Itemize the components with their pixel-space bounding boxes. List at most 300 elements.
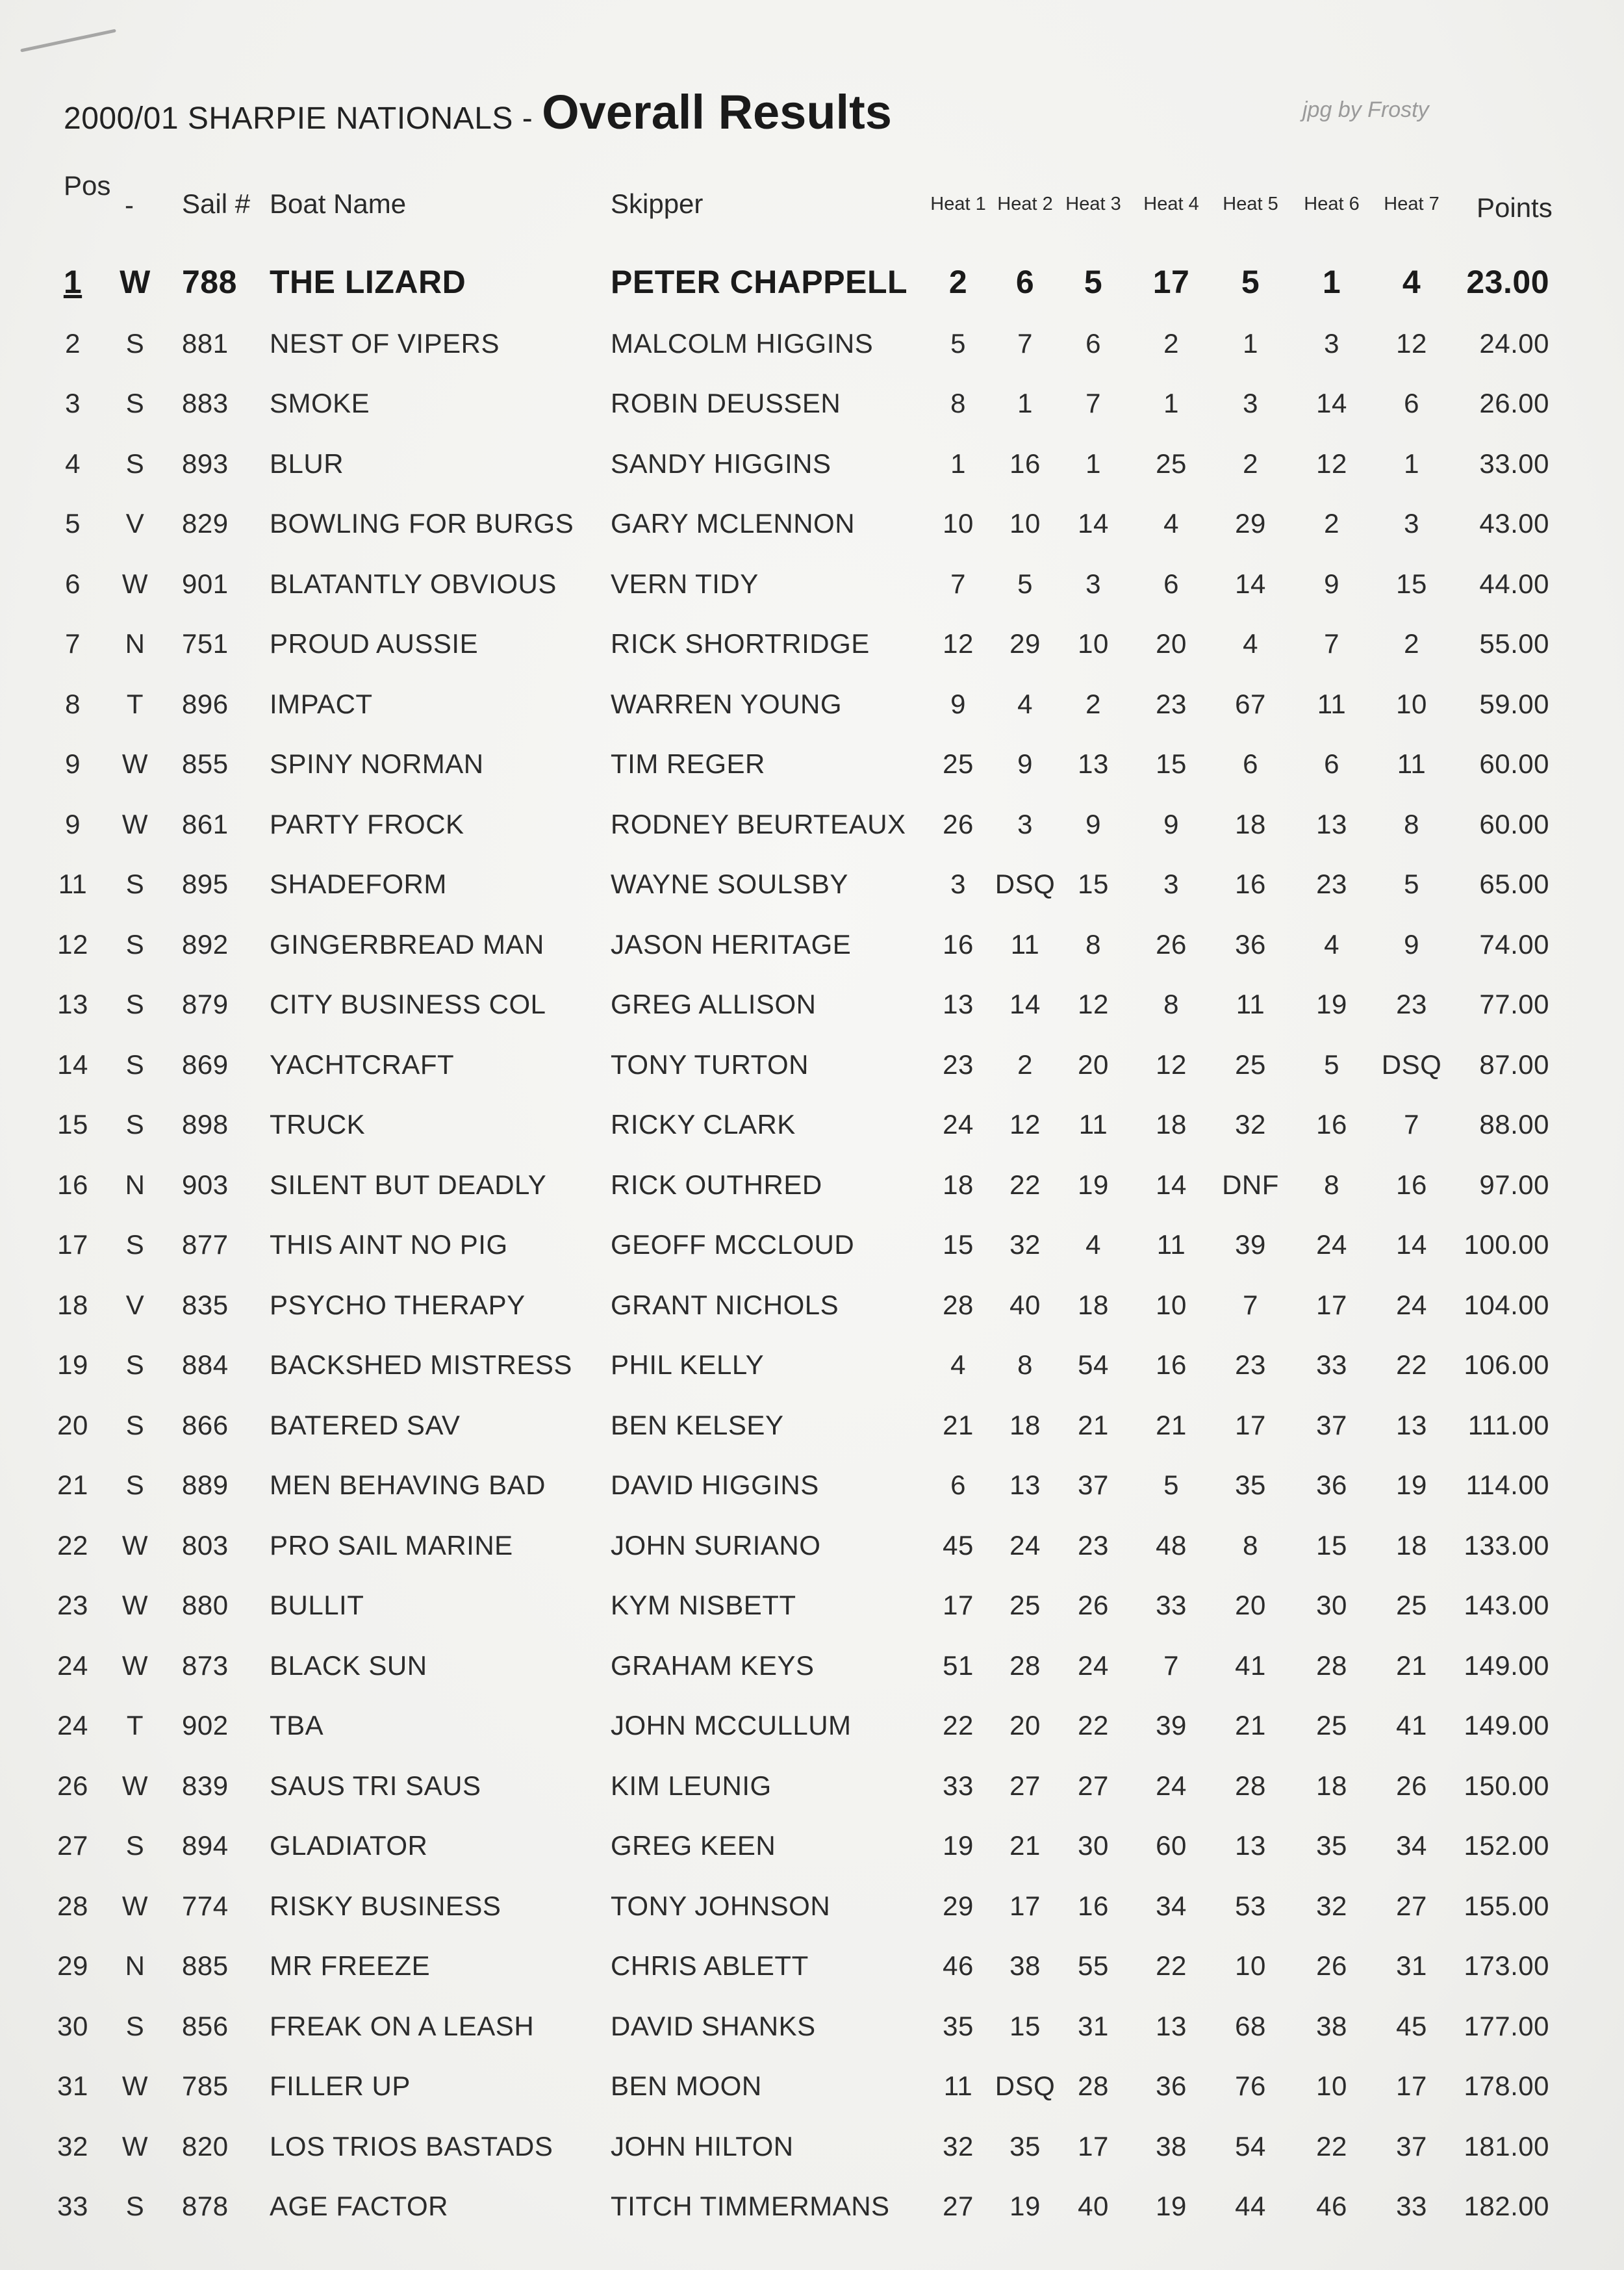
cell-heat-3: 21 [1078,1410,1109,1440]
cell-sail: 903 [182,1169,229,1200]
col-header-heat-5: Heat 5 [1223,194,1278,214]
cell-heat-4: 23 [1156,689,1187,719]
cell-skipper: CHRIS ABLETT [611,1950,809,1981]
cell-heat-1: 46 [943,1950,974,1981]
cell-heat-5: 5 [1241,264,1260,300]
cell-points: 114.00 [1465,1470,1549,1500]
cell-heat-2: 14 [1009,989,1041,1019]
cell-heat-6: 8 [1324,1169,1339,1200]
cell-heat-2: DSQ [995,869,1056,899]
cell-heat-7: 8 [1404,809,1419,839]
cell-heat-1: 35 [943,2011,974,2041]
cell-heat-3: 19 [1078,1169,1109,1200]
cell-sail: 892 [182,929,229,960]
cell-pos: 17 [57,1229,88,1260]
cell-points: 111.00 [1467,1410,1549,1440]
cell-heat-4: 1 [1163,388,1179,418]
cell-boat-name: FREAK ON A LEASH [270,2011,535,2041]
cell-class: S [125,869,145,899]
cell-heat-1: 25 [943,748,974,779]
cell-sail: 820 [182,2131,229,2162]
cell-boat-name: SHADEFORM [270,869,447,899]
cell-heat-7: 22 [1396,1349,1427,1380]
cell-heat-4: 15 [1156,748,1187,779]
cell-skipper: RICK SHORTRIDGE [611,628,870,659]
cell-heat-6: 3 [1324,328,1339,359]
cell-heat-1: 15 [943,1229,974,1260]
cell-heat-2: 7 [1017,328,1033,359]
cell-heat-1: 17 [943,1590,974,1620]
cell-boat-name: SAUS TRI SAUS [270,1770,481,1801]
col-header-heat-6: Heat 6 [1304,194,1360,214]
cell-sail: 885 [182,1950,229,1981]
cell-heat-3: 17 [1078,2131,1109,2162]
table-row [0,809,1624,861]
cell-sail: 898 [182,1109,229,1140]
cell-heat-5: 23 [1235,1349,1266,1380]
cell-heat-1: 6 [950,1470,966,1500]
table-row [0,1710,1624,1762]
cell-heat-4: 8 [1163,989,1179,1019]
cell-class: W [121,1891,149,1921]
cell-skipper: KIM LEUNIG [611,1770,772,1801]
cell-points: 177.00 [1464,2011,1549,2041]
cell-heat-1: 32 [943,2131,974,2162]
cell-class: N [125,1950,146,1981]
staple-mark [20,29,116,52]
cell-heat-4: 14 [1156,1169,1187,1200]
cell-sail: 883 [182,388,229,418]
cell-heat-5: 25 [1235,1049,1266,1080]
cell-points: 74.00 [1479,929,1549,960]
cell-heat-5: 13 [1235,1830,1266,1861]
cell-heat-2: 38 [1009,1950,1041,1981]
cell-heat-7: 11 [1397,748,1427,779]
cell-heat-7: 25 [1396,1590,1427,1620]
cell-heat-3: 22 [1078,1710,1109,1741]
cell-boat-name: MEN BEHAVING BAD [270,1470,546,1500]
cell-skipper: DAVID HIGGINS [611,1470,819,1500]
cell-heat-1: 10 [943,508,974,539]
cell-points: 59.00 [1479,689,1549,719]
cell-sail: 881 [182,328,229,359]
cell-boat-name: IMPACT [270,689,373,719]
table-row [0,2071,1624,2123]
cell-sail: 774 [182,1891,229,1921]
cell-heat-3: 30 [1078,1830,1109,1861]
cell-heat-4: 17 [1152,264,1190,300]
col-header-pos: Pos [64,170,111,201]
cell-heat-4: 33 [1156,1590,1187,1620]
cell-heat-1: 18 [943,1169,974,1200]
cell-heat-6: 24 [1316,1229,1347,1260]
cell-sail: 869 [182,1049,229,1080]
cell-sail: 894 [182,1830,229,1861]
cell-heat-5: 6 [1243,748,1258,779]
cell-heat-4: 2 [1163,328,1179,359]
cell-heat-4: 12 [1156,1049,1187,1080]
col-header-heat-7: Heat 7 [1384,194,1440,214]
cell-heat-4: 48 [1156,1530,1187,1561]
cell-boat-name: THIS AINT NO PIG [270,1229,508,1260]
cell-class: W [121,2071,149,2101]
cell-sail: 788 [182,264,237,300]
table-row [0,1169,1624,1221]
table-row [0,748,1624,800]
cell-heat-6: 32 [1316,1891,1347,1921]
cell-heat-2: 28 [1009,1650,1041,1681]
cell-class: S [125,1049,145,1080]
cell-heat-2: 12 [1009,1109,1041,1140]
cell-heat-6: 7 [1324,628,1339,659]
cell-skipper: KYM NISBETT [611,1590,796,1620]
table-row [0,1049,1624,1101]
cell-class: S [125,448,145,479]
cell-pos: 7 [65,628,81,659]
cell-points: 150.00 [1464,1770,1549,1801]
cell-heat-6: 9 [1324,568,1339,599]
cell-heat-6: 2 [1324,508,1339,539]
cell-heat-4: 5 [1163,1470,1179,1500]
cell-heat-4: 11 [1156,1229,1186,1260]
cell-pos: 18 [57,1290,88,1320]
cell-class: W [121,1650,149,1681]
table-row [0,1830,1624,1882]
cell-pos: 6 [65,568,81,599]
table-row [0,2011,1624,2063]
table-row [0,263,1624,315]
cell-heat-3: 40 [1078,2191,1109,2221]
cell-heat-2: 20 [1009,1710,1041,1741]
cell-boat-name: RISKY BUSINESS [270,1891,501,1921]
cell-heat-5: 29 [1235,508,1266,539]
cell-heat-7: 18 [1396,1530,1427,1561]
cell-heat-3: 2 [1085,689,1101,719]
cell-skipper: GARY MCLENNON [611,508,856,539]
cell-heat-1: 8 [950,388,966,418]
cell-skipper: PHIL KELLY [611,1349,765,1380]
cell-skipper: TIM REGER [611,748,765,779]
cell-boat-name: BACKSHED MISTRESS [270,1349,572,1380]
cell-heat-3: 13 [1078,748,1109,779]
cell-heat-3: 15 [1078,869,1109,899]
cell-heat-6: 36 [1316,1470,1347,1500]
cell-heat-4: 60 [1156,1830,1187,1861]
cell-heat-5: 54 [1235,2131,1266,2162]
cell-pos: 16 [57,1169,88,1200]
cell-heat-5: 44 [1235,2191,1266,2221]
cell-pos: 2 [65,328,81,359]
cell-heat-2: 19 [1009,2191,1041,2221]
cell-heat-2: 18 [1009,1410,1041,1440]
cell-heat-6: 5 [1324,1049,1339,1080]
cell-points: 178.00 [1464,2071,1549,2101]
cell-class: W [121,568,149,599]
cell-heat-2: 25 [1009,1590,1041,1620]
cell-pos: 4 [65,448,81,479]
cell-points: 60.00 [1479,748,1549,779]
cell-skipper: JOHN SURIANO [611,1530,821,1561]
cell-heat-4: 22 [1156,1950,1187,1981]
cell-pos: 24 [57,1710,88,1741]
photo-credit: jpg by Frosty [1302,97,1429,122]
cell-heat-7: 19 [1396,1470,1427,1500]
cell-sail: 877 [182,1229,229,1260]
cell-heat-6: 26 [1316,1950,1347,1981]
cell-heat-3: 11 [1078,1109,1108,1140]
cell-boat-name: SILENT BUT DEADLY [270,1169,547,1200]
cell-class: N [125,628,146,659]
cell-heat-5: 39 [1235,1229,1266,1260]
cell-heat-5: 32 [1235,1109,1266,1140]
cell-heat-7: 37 [1396,2131,1427,2162]
cell-heat-5: 76 [1235,2071,1266,2101]
cell-heat-1: 7 [950,568,966,599]
cell-skipper: BEN MOON [611,2071,762,2101]
table-row [0,1229,1624,1281]
cell-class: W [121,1770,149,1801]
cell-heat-6: 19 [1316,989,1347,1019]
cell-heat-6: 18 [1316,1770,1347,1801]
cell-heat-5: 35 [1235,1470,1266,1500]
cell-points: 182.00 [1464,2191,1549,2221]
cell-skipper: TITCH TIMMERMANS [611,2191,890,2221]
cell-pos: 31 [57,2071,88,2101]
cell-skipper: RICKY CLARK [611,1109,796,1140]
cell-boat-name: SMOKE [270,388,370,418]
cell-class: S [125,388,145,418]
cell-heat-1: 29 [943,1891,974,1921]
cell-heat-1: 26 [943,809,974,839]
cell-heat-7: 24 [1396,1290,1427,1320]
cell-heat-3: 28 [1078,2071,1109,2101]
cell-heat-2: 5 [1017,568,1033,599]
cell-heat-5: DNF [1222,1169,1279,1200]
cell-heat-2: 16 [1009,448,1041,479]
table-row [0,1650,1624,1702]
table-row [0,689,1624,741]
cell-heat-2: 2 [1017,1049,1033,1080]
cell-pos: 1 [63,264,82,300]
cell-heat-6: 30 [1316,1590,1347,1620]
cell-heat-6: 38 [1316,2011,1347,2041]
table-row [0,1950,1624,2002]
cell-boat-name: BATERED SAV [270,1410,461,1440]
cell-heat-7: 3 [1404,508,1419,539]
cell-heat-2: 4 [1017,689,1033,719]
cell-heat-5: 36 [1235,929,1266,960]
cell-heat-7: 1 [1404,448,1419,479]
cell-heat-6: 15 [1316,1530,1347,1561]
table-row [0,448,1624,500]
cell-heat-6: 1 [1322,264,1341,300]
cell-sail: 873 [182,1650,229,1681]
cell-class: S [125,1349,145,1380]
cell-heat-1: 27 [943,2191,974,2221]
cell-skipper: VERN TIDY [611,568,759,599]
cell-heat-6: 23 [1316,869,1347,899]
cell-heat-5: 67 [1235,689,1266,719]
cell-heat-4: 24 [1156,1770,1187,1801]
cell-skipper: GRANT NICHOLS [611,1290,839,1320]
cell-pos: 15 [57,1109,88,1140]
cell-heat-6: 11 [1317,689,1347,719]
cell-heat-4: 16 [1156,1349,1187,1380]
cell-pos: 8 [65,689,81,719]
cell-points: 23.00 [1466,264,1549,300]
cell-boat-name: BLACK SUN [270,1650,427,1681]
cell-heat-1: 28 [943,1290,974,1320]
cell-heat-4: 38 [1156,2131,1187,2162]
cell-heat-6: 14 [1316,388,1347,418]
cell-class: T [126,689,144,719]
page-title [64,84,892,140]
cell-heat-7: 34 [1396,1830,1427,1861]
cell-heat-3: 23 [1078,1530,1109,1561]
cell-class: W [121,1590,149,1620]
cell-heat-6: 35 [1316,1830,1347,1861]
cell-sail: 751 [182,628,229,659]
cell-skipper: JOHN MCCULLUM [611,1710,852,1741]
cell-boat-name: BULLIT [270,1590,364,1620]
cell-heat-6: 28 [1316,1650,1347,1681]
cell-pos: 5 [65,508,81,539]
cell-skipper: TONY TURTON [611,1049,809,1080]
cell-points: 143.00 [1464,1590,1549,1620]
cell-heat-5: 4 [1243,628,1258,659]
cell-boat-name: YACHTCRAFT [270,1049,455,1080]
cell-skipper: BEN KELSEY [611,1410,784,1440]
cell-heat-3: 37 [1078,1470,1109,1500]
cell-skipper: TONY JOHNSON [611,1891,831,1921]
cell-heat-6: 17 [1316,1290,1347,1320]
cell-boat-name: LOS TRIOS BASTADS [270,2131,553,2162]
cell-heat-7: 27 [1396,1891,1427,1921]
cell-points: 65.00 [1479,869,1549,899]
cell-heat-7: 12 [1396,328,1427,359]
cell-heat-2: 1 [1017,388,1033,418]
cell-heat-7: 6 [1404,388,1419,418]
cell-heat-7: 21 [1396,1650,1427,1681]
title-prefix: 2000/01 SHARPIE NATIONALS - [64,101,542,136]
cell-boat-name: THE LIZARD [270,264,466,300]
cell-heat-2: 35 [1009,2131,1041,2162]
cell-heat-1: 2 [948,264,968,300]
cell-skipper: JASON HERITAGE [611,929,852,960]
cell-boat-name: AGE FACTOR [270,2191,448,2221]
table-row [0,1470,1624,1522]
cell-boat-name: SPINY NORMAN [270,748,484,779]
cell-heat-1: 5 [950,328,966,359]
cell-class: W [121,748,149,779]
cell-heat-6: 13 [1316,809,1347,839]
cell-heat-1: 12 [943,628,974,659]
col-header-skipper: Skipper [611,188,704,219]
cell-sail: 866 [182,1410,229,1440]
cell-skipper: WARREN YOUNG [611,689,843,719]
cell-heat-6: 33 [1316,1349,1347,1380]
table-row [0,1349,1624,1401]
cell-heat-7: 10 [1396,689,1427,719]
cell-heat-3: 14 [1078,508,1109,539]
cell-heat-3: 18 [1078,1290,1109,1320]
table-row [0,1410,1624,1462]
cell-skipper: RODNEY BEURTEAUX [611,809,906,839]
cell-heat-6: 25 [1316,1710,1347,1741]
cell-heat-3: 3 [1085,568,1101,599]
cell-heat-7: 4 [1402,264,1421,300]
cell-heat-5: 17 [1235,1410,1266,1440]
cell-heat-7: 26 [1396,1770,1427,1801]
cell-points: 149.00 [1464,1650,1549,1681]
cell-heat-2: 11 [1010,929,1040,960]
cell-sail: 878 [182,2191,229,2221]
cell-points: 181.00 [1464,2131,1549,2162]
cell-heat-1: 16 [943,929,974,960]
cell-points: 43.00 [1479,508,1549,539]
cell-class: S [125,1229,145,1260]
cell-heat-1: 22 [943,1710,974,1741]
cell-heat-2: 6 [1015,264,1035,300]
cell-heat-5: 68 [1235,2011,1266,2041]
cell-points: 104.00 [1464,1290,1549,1320]
cell-heat-1: 3 [950,869,966,899]
col-header-sail: Sail # [182,188,251,219]
cell-heat-6: 6 [1324,748,1339,779]
cell-heat-4: 7 [1163,1650,1179,1681]
cell-heat-5: 41 [1235,1650,1266,1681]
cell-points: 60.00 [1479,809,1549,839]
cell-pos: 9 [65,748,81,779]
cell-heat-7: 15 [1396,568,1427,599]
cell-boat-name: TRUCK [270,1109,366,1140]
table-row [0,1290,1624,1342]
cell-class: V [125,508,145,539]
cell-heat-6: 4 [1324,929,1339,960]
cell-sail: 829 [182,508,229,539]
cell-heat-6: 16 [1316,1109,1347,1140]
cell-pos: 3 [65,388,81,418]
cell-heat-4: 4 [1163,508,1179,539]
table-row [0,869,1624,921]
cell-heat-1: 11 [943,2071,973,2101]
cell-heat-2: 40 [1009,1290,1041,1320]
table-row [0,328,1624,380]
cell-sail: 880 [182,1590,229,1620]
cell-points: 55.00 [1479,628,1549,659]
col-header-points: Points [1477,192,1553,223]
cell-boat-name: NEST OF VIPERS [270,328,500,359]
cell-heat-5: 8 [1243,1530,1258,1561]
cell-points: 155.00 [1464,1891,1549,1921]
cell-class: S [125,1109,145,1140]
cell-pos: 24 [57,1650,88,1681]
cell-skipper: ROBIN DEUSSEN [611,388,841,418]
cell-heat-6: 22 [1316,2131,1347,2162]
cell-heat-5: 3 [1243,388,1258,418]
cell-class: S [125,328,145,359]
cell-skipper: GREG KEEN [611,1830,776,1861]
cell-boat-name: BLUR [270,448,344,479]
cell-heat-4: 13 [1156,2011,1187,2041]
cell-heat-4: 10 [1156,1290,1187,1320]
cell-heat-7: 33 [1396,2191,1427,2221]
cell-sail: 856 [182,2011,229,2041]
cell-heat-3: 8 [1085,929,1101,960]
title-main: Overall Results [542,85,892,139]
cell-heat-2: 10 [1009,508,1041,539]
cell-boat-name: CITY BUSINESS COL [270,989,546,1019]
